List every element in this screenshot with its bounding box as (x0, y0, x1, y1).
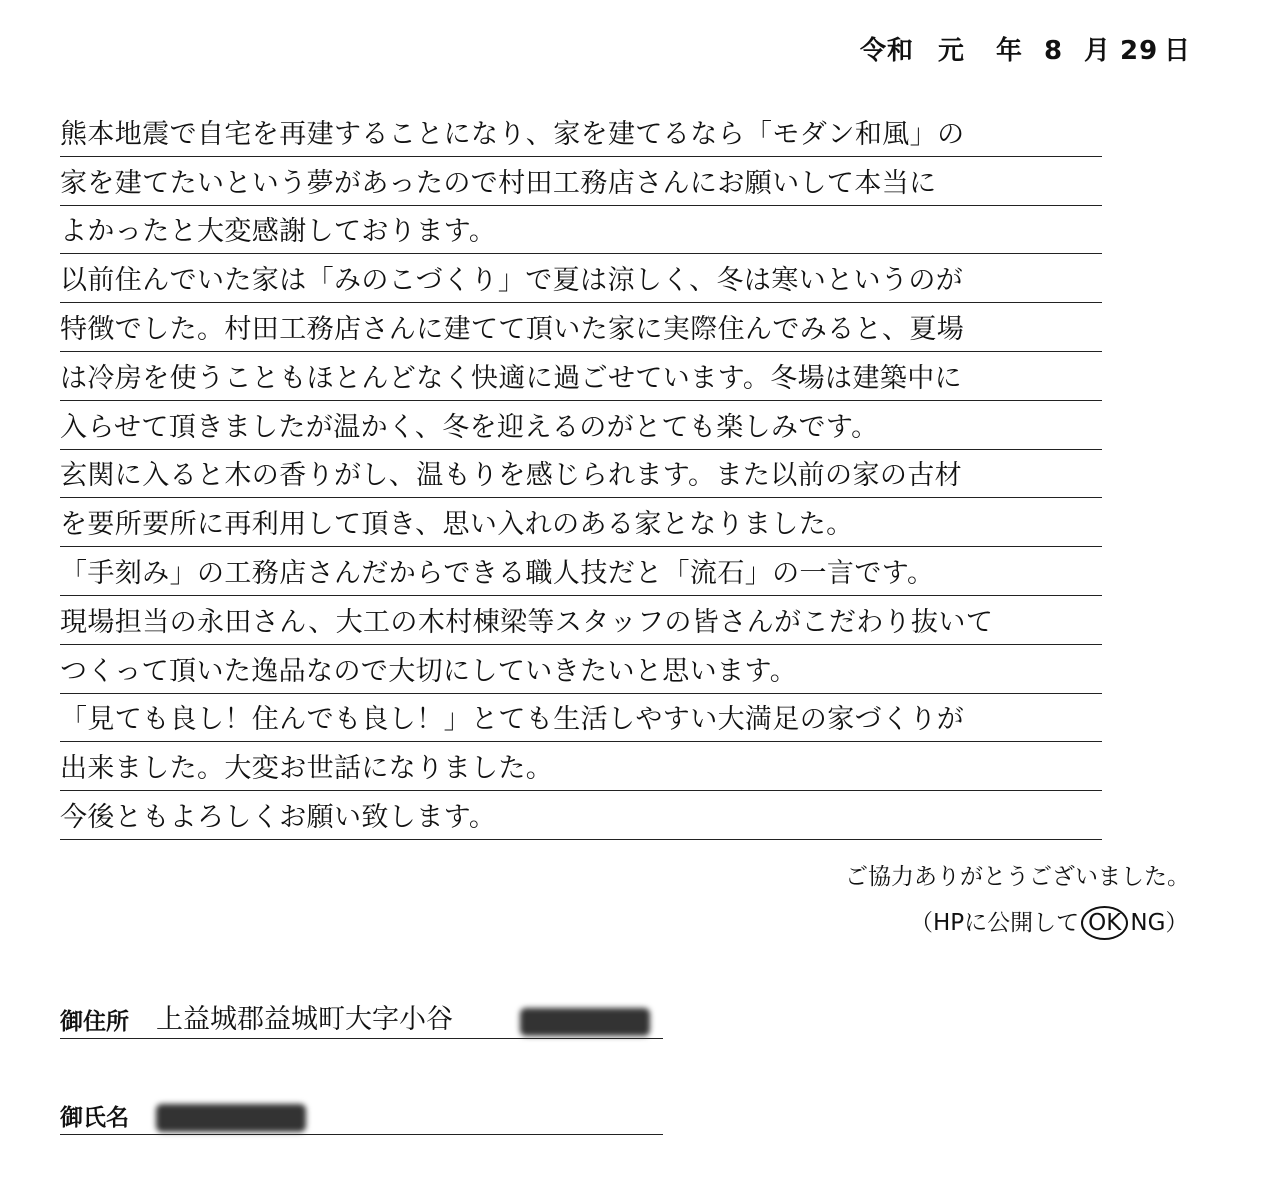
letter-line-text: つくって頂いた逸品なので大切にしていきたいと思います。 (60, 655, 798, 687)
letter-line-text: 現場担当の永田さん、大工の木村棟梁等スタッフの皆さんがこだわり抜いて (60, 606, 994, 638)
letter-line (60, 498, 1102, 547)
letter-line-text: 今後ともよろしくお願い致します。 (60, 801, 497, 833)
thanks-message: ご協力ありがとうございました。 (845, 864, 1190, 890)
letter-line (60, 547, 1102, 596)
letter-line (60, 303, 1102, 352)
name-field (60, 1096, 663, 1135)
letter-body (60, 108, 1102, 840)
letter-line-text: は冷房を使うこともほとんどなく快適に過ごせています。冬場は建築中に (60, 362, 963, 394)
address-field (60, 1000, 663, 1039)
letter-line (60, 254, 1102, 303)
hp-consent (910, 904, 1188, 940)
letter-line-text: よかったと大変感謝しております。 (60, 216, 497, 248)
redacted-address-blur (520, 1008, 650, 1036)
hp-consent-prefix: （HPに公開して (910, 910, 1080, 936)
date-day-label: 日 (1164, 36, 1192, 66)
letter-line-text: 特徴でした。村田工務店さんに建てて頂いた家に実際住んでみると、夏場 (60, 313, 965, 345)
date-era-year: 元 (938, 36, 966, 66)
name-label: 御氏名 (60, 1105, 129, 1131)
date-month-label: 月 (1084, 36, 1112, 66)
letter-line (60, 596, 1102, 645)
letter-line (60, 157, 1102, 206)
letter-line-text: 以前住んでいた家は「みのこづくり」で夏は涼しく、冬は寒いというのが (60, 265, 964, 297)
letter-line (60, 206, 1102, 255)
letter-line (60, 645, 1102, 694)
letter-line (60, 791, 1102, 840)
letter-line-text: 熊本地震で自宅を再建することになり、家を建てるなら「モダン和風」の (60, 118, 965, 150)
letter-line (60, 450, 1102, 499)
date-day: 29 (1120, 36, 1159, 66)
address-value: 上益城郡益城町大字小谷 (156, 1004, 453, 1035)
letter-line-text: を要所要所に再利用して頂き、思い入れのある家となりました。 (60, 509, 854, 541)
date-year-label: 年 (996, 36, 1024, 66)
address-label: 御住所 (60, 1009, 129, 1035)
date-month: 8 (1044, 36, 1064, 66)
ng-option: NG） (1130, 910, 1189, 936)
date-era: 令和 (860, 36, 915, 66)
letter-line-text: 「手刻み」の工務店さんだからできる職人技だと「流石」の一言です。 (60, 557, 935, 589)
letter-line-text: 家を建てたいという夢があったので村田工務店さんにお願いして本当に (60, 167, 937, 199)
letter-line-text: 出来ました。大変お世話になりました。 (60, 753, 554, 785)
letter-line (60, 108, 1102, 157)
letter-line-text: 「見ても良し！住んでも良し！」とても生活しやすい大満足の家づくりが (60, 704, 965, 736)
redacted-name-blur (156, 1104, 306, 1132)
date (860, 30, 1191, 67)
letter-line (60, 352, 1102, 401)
letter-line-text: 玄関に入ると木の香りがし、温もりを感じられます。また以前の家の古材 (60, 460, 963, 492)
letter-line-text: 入らせて頂きましたが温かく、冬を迎えるのがとても楽しみです。 (60, 411, 879, 443)
ok-circled-option: OK (1081, 906, 1128, 940)
letter-line (60, 694, 1102, 743)
letter-line (60, 742, 1102, 791)
letter-line (60, 401, 1102, 450)
